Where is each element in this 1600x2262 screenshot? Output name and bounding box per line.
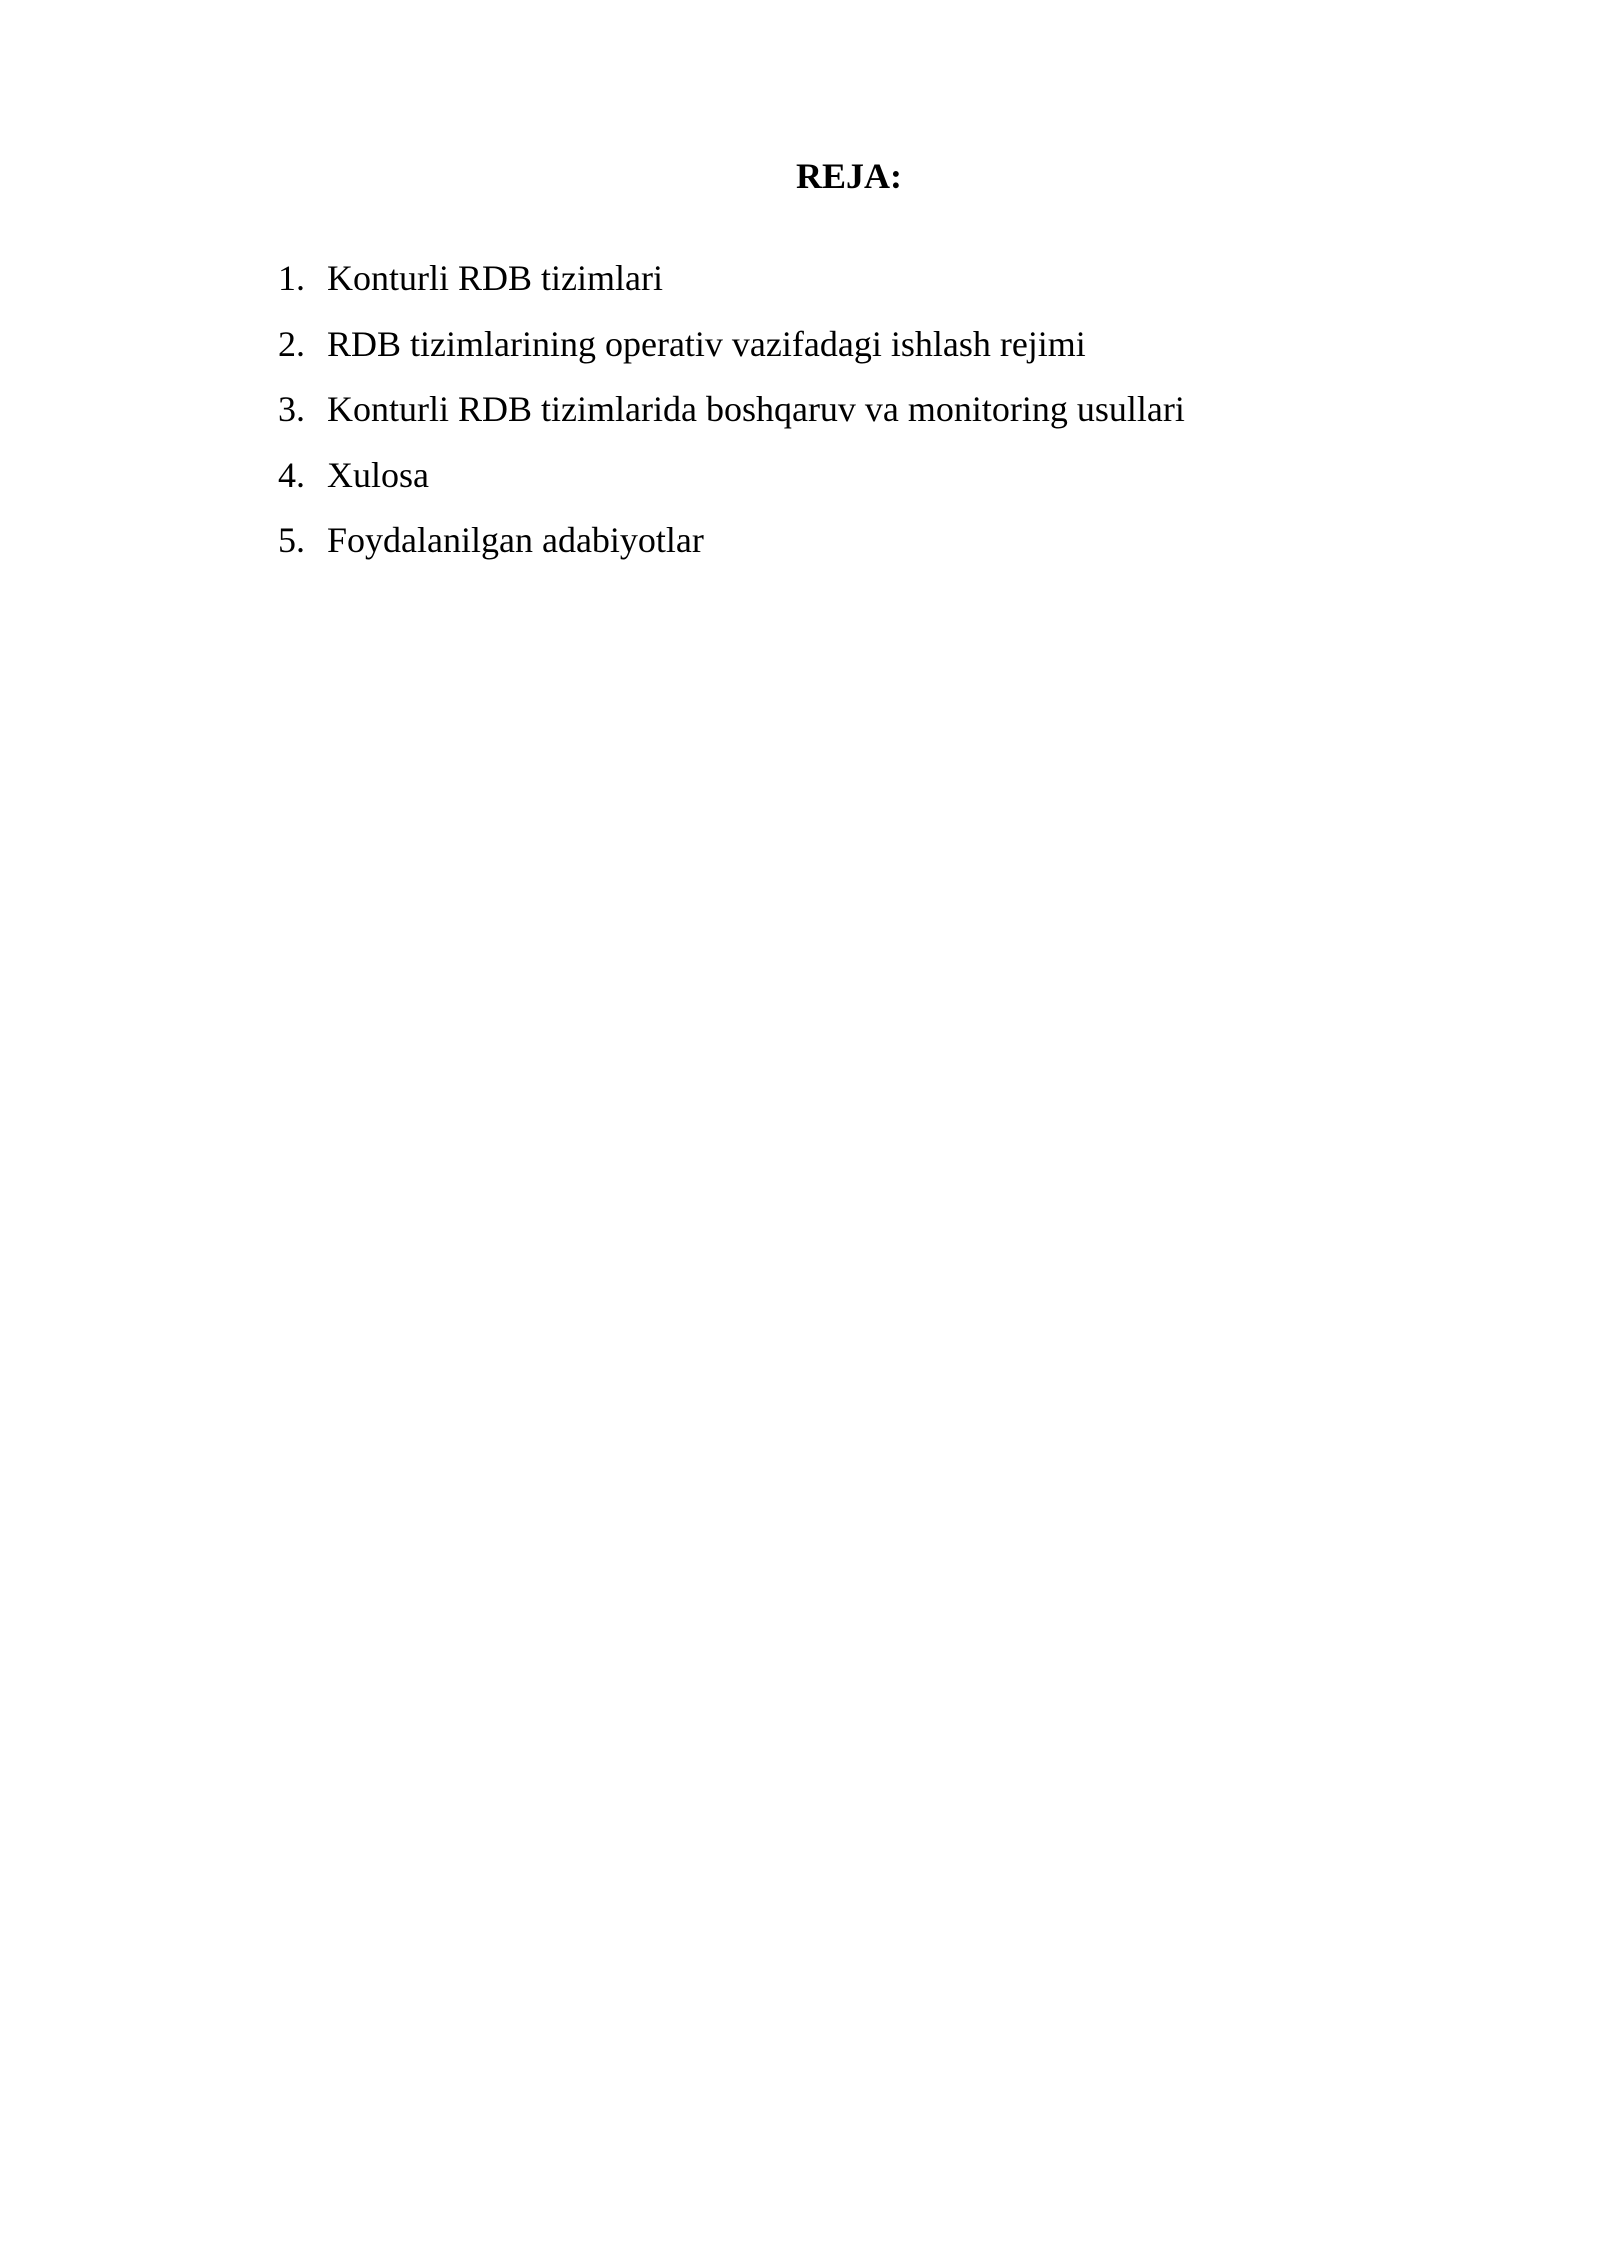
page-title: REJA: <box>796 156 902 196</box>
list-item-number: 2. <box>278 323 305 364</box>
plan-list <box>278 252 1185 580</box>
list-item <box>278 514 1185 580</box>
list-item-number: 3. <box>278 389 305 429</box>
list-item-number: 5. <box>278 520 305 560</box>
list-item-text: RDB tizimlarining operativ vazifadagi ishlash rejimi <box>327 323 1086 364</box>
list-item-text: Foydalanilgan adabiyotlar <box>327 520 704 560</box>
list-item-text: Konturli RDB tizimlarida boshqaruv va monitoring usullari <box>327 389 1185 429</box>
list-item <box>278 318 1185 384</box>
list-item-text: Konturli RDB tizimlari <box>327 258 663 298</box>
list-item-number: 4. <box>278 454 305 495</box>
list-item-text: Xulosa <box>327 454 429 495</box>
list-item <box>278 252 1185 318</box>
list-item <box>278 449 1185 515</box>
list-item <box>278 383 1185 449</box>
list-item-number: 1. <box>278 258 305 298</box>
